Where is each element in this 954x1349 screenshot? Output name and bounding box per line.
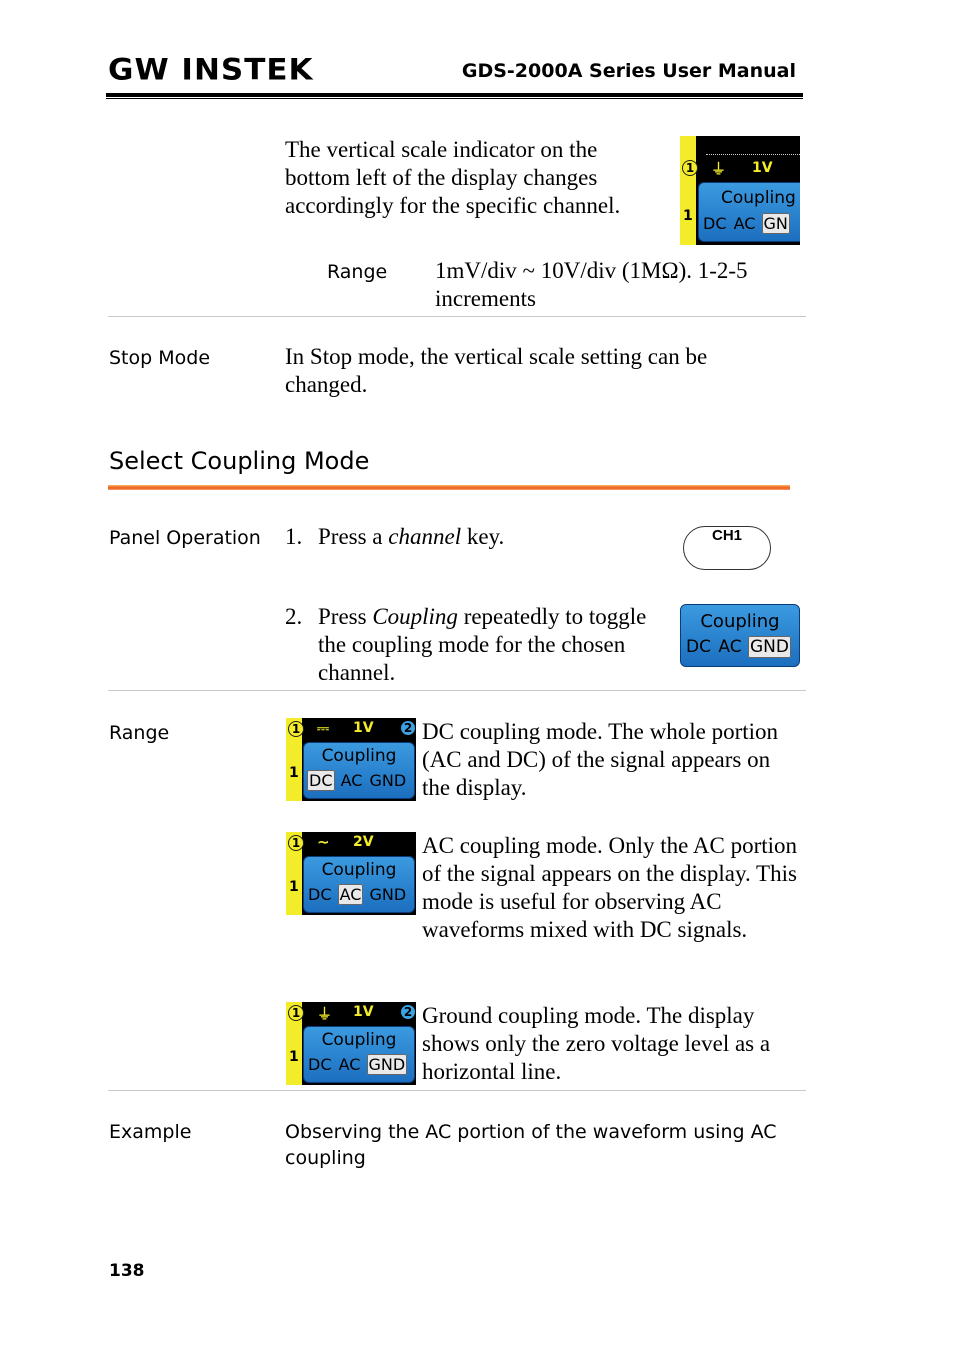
example-text: Observing the AC portion of the waveform using AC coupling bbox=[285, 1121, 777, 1169]
coupling-softkey bbox=[303, 856, 415, 913]
indicator-text: The vertical scale indicator on the bottom left of the display changes accordingly for the specific channel. bbox=[285, 137, 621, 218]
scope-dc-coupling bbox=[286, 718, 416, 801]
range-label: Range bbox=[109, 722, 170, 744]
step2-number: 2. bbox=[285, 604, 303, 629]
ch2-circle-icon: 2 bbox=[401, 1005, 415, 1019]
volts-readout: 1V bbox=[353, 720, 374, 736]
stop-mode-label: Stop Mode bbox=[109, 347, 211, 369]
ch1-key-button[interactable]: CH1 bbox=[683, 526, 771, 570]
ch-number: 1 bbox=[289, 765, 299, 781]
coupling-title: Coupling bbox=[321, 1030, 397, 1050]
coupling-options: DC AC GND bbox=[308, 885, 407, 904]
coupling-title: Coupling bbox=[721, 188, 796, 208]
gnd-coupling-text: Ground coupling mode. The display shows only the zero voltage level as a horizontal line. bbox=[422, 1003, 771, 1084]
scope-cropped-indicator bbox=[680, 136, 800, 245]
dc-coupling-text: DC coupling mode. The whole portion (AC and DC) of the signal appears on the display. bbox=[422, 719, 779, 800]
section-title: Select Coupling Mode bbox=[109, 447, 370, 475]
coupling-softkey bbox=[303, 742, 415, 799]
ch-number: 1 bbox=[289, 1049, 299, 1065]
ac-coupling-icon: ∼ bbox=[317, 833, 330, 851]
scope-ac-coupling bbox=[286, 832, 416, 915]
page-number: 138 bbox=[109, 1261, 145, 1281]
coupling-title: Coupling bbox=[321, 746, 397, 766]
gnd-coupling-icon: ⏚ bbox=[711, 160, 727, 178]
step2-text: Press Coupling repeatedly to toggle the coupling mode for the chosen channel. bbox=[318, 604, 647, 685]
range-value-top: 1mV/div ~ 10V/div (1MΩ). 1-2-5 increments bbox=[435, 258, 748, 311]
ch2-circle-icon: 2 bbox=[401, 721, 415, 735]
coupling-softkey bbox=[698, 182, 800, 242]
coupling-options: DC AC GND bbox=[686, 637, 789, 657]
volts-readout: 1V bbox=[752, 160, 773, 176]
coupling-options: DC AC GN bbox=[703, 214, 788, 233]
coupling-title: Coupling bbox=[321, 860, 397, 880]
stop-mode-text: In Stop mode, the vertical scale setting can be changed. bbox=[285, 344, 708, 397]
volts-readout: 2V bbox=[353, 834, 374, 850]
coupling-softkey-button[interactable] bbox=[680, 604, 800, 667]
ch1-circle-icon: 1 bbox=[682, 160, 698, 176]
divider bbox=[108, 1090, 806, 1091]
ch-number: 1 bbox=[289, 879, 299, 895]
coupling-options: DC AC GND bbox=[309, 771, 407, 790]
example-label: Example bbox=[109, 1121, 192, 1143]
divider bbox=[108, 690, 806, 691]
volts-readout: 1V bbox=[353, 1004, 374, 1020]
step1-number: 1. bbox=[285, 524, 303, 549]
panel-operation-label: Panel Operation bbox=[109, 527, 261, 549]
graticule-strip bbox=[706, 136, 800, 155]
ch1-circle-icon: 1 bbox=[288, 835, 304, 851]
coupling-options: DC AC GND bbox=[308, 1055, 406, 1074]
dc-coupling-icon: ⎓ bbox=[317, 719, 329, 737]
ch-number: 1 bbox=[683, 208, 693, 224]
ac-coupling-text: AC coupling mode. Only the AC portion of the signal appears on the display. This mode is useful for observing AC waveforms mixed with DC signals. bbox=[422, 833, 798, 942]
divider bbox=[108, 316, 806, 317]
gw-instek-logo: GW INSTEK bbox=[108, 52, 314, 88]
header-rule bbox=[106, 93, 803, 97]
gnd-coupling-icon: ⏚ bbox=[317, 1005, 333, 1023]
coupling-title: Coupling bbox=[700, 611, 780, 632]
manual-title: GDS-2000A Series User Manual bbox=[461, 60, 796, 82]
step1-text: Press a channel key. bbox=[318, 524, 505, 549]
ch1-circle-icon: 1 bbox=[288, 1005, 304, 1021]
section-rule bbox=[108, 485, 790, 490]
scope-gnd-coupling bbox=[286, 1002, 416, 1085]
header-rule-thin bbox=[106, 98, 803, 99]
coupling-softkey bbox=[303, 1026, 415, 1083]
range-label-top: Range bbox=[327, 261, 388, 283]
ch1-circle-icon: 1 bbox=[288, 721, 304, 737]
